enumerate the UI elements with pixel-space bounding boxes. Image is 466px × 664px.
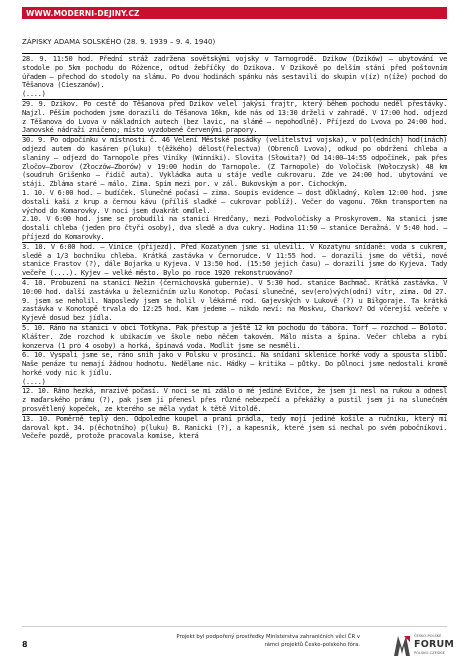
- entry-1-10: 1. 10. V 6:00 hod. – budíček. Slunečné počasí – zima. Soupis evidence – dost důkladný. Kolem 12:00 hod. jsme dostali kaši z krup a černou kávu (příliš sladké – cukrovar poblíž). Večer do vagonu. 76km transportem na východ do Komarovky. V noci jsem dvakrát omdlel.: [22, 187, 447, 215]
- site-header-bar: [22, 7, 447, 19]
- entry-4-10: 4. 10. Probuzení na stanici Nežin (černichovská gubernie). V 5:30 hod. stanice Bachmač. Krátká zastávka. V 10:00 hod. další zastávka u železničním uzlu Konotop. Počasí slunečné, sev(ero)vých(odní) vítr, zima. Od 27. 9. jsem se neholil. Naposledy jsem se holil v lékárně rod. Gajevských v Lukově (?) u Biłgoraje. Ta krátká zastávka v Konotopě trvala do 12:25 hod. Kam jedeme – nikdo neví: na Moskvu, Charkov? Od včerejší večeře v Kyjevě dosud bez jídla.: [22, 277, 447, 323]
- entry-13-10: 13. 10. Poměrně teplý den. Odpoledne koupel a praní prádla, tedy mojí jediné košile a ručníku, který mi daroval kpt. 34. p(ěchotního) p(luku) B. Ranicki (?), a kapesník, které jsem si nechal po svém pobočníkovi. Večeře pozdě, protože pracovala komise, která: [22, 413, 447, 441]
- entry-5-10: 5. 10. Ráno na stanici v obci Ťotkyna. Pak přestup a ještě 12 km pochodu do tábora. Torf – rozchod – Bolotо. Klášter. Zde rozchod k ubikacím ve škole nebo něčem takovém. Málo místa a špína. Večer chleba a rybí konzerva (1 pro 4 osoby) a horká, špinavá voda. Modlit jsme se nesměli.: [22, 322, 447, 350]
- entry-2-10: 2.10. V 6:00 hod. jsme se probudili na stanici Hredčany, mezi Podvoločisky a Proskyrovem. Na stanici jsme dostali chleba (jeden pro čtyři osoby), dva sledě a dva cukry. Hodina 11:50 – stanice Deražná. V 5:40 hod. – příjezd do Komarovky.: [22, 214, 447, 241]
- cz-pl-forum-logo: [392, 632, 455, 658]
- footer-divider: [22, 626, 447, 627]
- entry-30-9: 30. 9. Po odpočinku v místnosti č. 46 Velení Městské posádky (velitelství vojska), v pol(edních) hod(inách) odjezd autem do kasáren p(luku) t(ěžkého) dělost(řelectva) (Obrenců Lvova), odkud po obdržení chleba a slaniny – odjezd do Tarnopole přes Viníky (Winniki). Slovita (Słowita?) Od 14:00–14:55 odpočinek, pak přes Zločov–Zborov (Złoczów–Zborów) v 19:00 hodin do Tarnopole. (Z Tarnopole) do Voločisk (Wołoczysk) 48 km (soudruh Grišenko – řidič auta). Vykládka auta u stáje vedle cukrovaru. Zde ve 24:00 hod. ubytování ve stáji. Zbláma staré – málo. Zima. Spím mezi por. v zál. Bukovským a por. Cichockým.: [22, 135, 447, 189]
- funding-note: Projekt byl podpořený prostředky Ministerstva zahraničních věcí ČR v rámci projektů Česko-polského fóra.: [176, 634, 360, 648]
- logo-bottom-text: POLSKO-CZESKIE: [414, 651, 445, 655]
- entry-6-10: 6. 10. Vyspali jsme se, ráno snih jako v Polsku v prosinci. Na snídani sklenice horké vody a spousta slibů. Naše penáze tu nemají žádnou hodnotu. Nedělame nic. Hádky – kritika – půtky. Do půlnoci jsme nedostali kromě horké vody nic k jídlu.: [22, 350, 447, 377]
- forum-logo-icon: [392, 632, 412, 658]
- document-title: ZÁPISKY ADAMA SOLSKÉHO (28. 9. 1939 – 9. 4. 1940): [22, 38, 216, 46]
- site-url[interactable]: WWW.MODERNI-DEJINY.CZ: [26, 8, 140, 18]
- entry-29-9: 29. 9. Dzikov. Po cestě do Těšanova před Dzikov velel jakýsi frajtr, který během pochodu neděl přestávky. Najzl. Pěším pochodem jsme dorazili do Těšanova 16km, kde nás od 13:30 drželi v zahradě. V 17:00 hod. odjezd z Těšanova do Lvova v nákladních autech (bez lavic, na slámě – nepohodlně). Příjezd do Lvova po 24:00 hod. Janovské nádraží zničeno; místo vyzdobené červenými prapory.: [22, 98, 447, 135]
- entry-28-9: 28. 9. 11:50 hod. Přední stráž zadržena sovětskými vojsky v Tarnogrodě. Dzikow (Dzików) – ubytování ve stodole po 5km pochodu do Różence, odtud žebříčky do Dzikova. V Dzikově po delším stání před poštovním úřadem – přechod do stodoly na slámu. Po dvou hodinách spánku nás sestavili do skupin v(íz) n(íže) pochod do Těšanova (Cieszanów).: [22, 54, 447, 90]
- document-body: [22, 55, 447, 441]
- omission-marker: (....): [22, 89, 46, 99]
- entry-3-10: 3. 10. V 6:00 hod. – Vinice (přijezd). Před Kozatynem jsme si ulevili. V Kozatynu snídaně: voda s cukrem, sledě a 1/3 bochníku chleba. Krátká zastávka v Černorudce. V 11:55 hod. – dorazili jsme do větší, nové stanice Frastov (?), dále Bojarka u Kyjeva. V 13:50 hod. (15:50 jejich času) – dorazili jsme do Kyjeva. Tady večeře (....). Kyjev – velké město. Bylo po roce 1920 rekonstruováno?: [22, 241, 447, 278]
- page-number: 8: [22, 640, 28, 649]
- logo-main-text: FORUM: [414, 639, 455, 650]
- omission-marker: (....): [22, 376, 46, 386]
- logo-top-text: ČESKO-POLSKÉ: [414, 634, 442, 638]
- entry-12-10: 12. 10. Ráno hezká, mrazivé počasí. V noci se mi zdálo o mé jediné Evičce, že jsem ji nesl na rukou a odnesl z maďarského prámu (?), pak jsem ji přenesl přes různé nebezpečí a překážky a pustil jsem ji na slunečném prosvětlený kopeček, ze kterého se měla vydat k tětě Vitoldě.: [22, 386, 447, 414]
